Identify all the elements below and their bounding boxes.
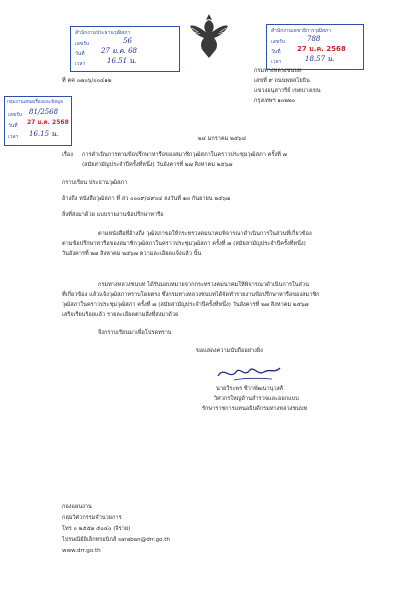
- closing-request: จึงกราบเรียนมาเพื่อโปรดทราบ: [98, 330, 172, 336]
- stamp-time: 16.15 น.: [29, 130, 59, 138]
- stamp-recv-label: เลขรับ: [8, 112, 23, 118]
- paragraph-line: วุฒิสภาในคราวประชุมวุฒิสภา ครั้งที่ ๗ (สมัยสามัญประจำปีครั้งที่หนึ่ง) วันอังคารที่ ๒๗ สิงหาคม ๒๕๖๗: [62, 302, 309, 308]
- stamp-date-label: วันที่: [8, 123, 18, 129]
- signer-name: นายวีระพร ชีวาพัฒนานุวงศ์: [216, 386, 283, 392]
- paragraph-line: ที่เกี่ยวข้อง แล้วแจ้งวุฒิสภาทราบโดยตรง ซึ่งกรมทางหลวงชนบทได้จัดทำรายงานข้อปรึกษาหารือของสมาชิก: [62, 292, 320, 298]
- stamp-recv-label: เลขรับ: [75, 41, 90, 47]
- paragraph-line: วันอังคารที่ ๒๗ สิงหาคม ๒๕๖๗ ความละเอียดแจ้งแล้ว นั้น: [62, 251, 202, 257]
- footer-phone: โทร ๐ ๒๕๕๑ ๕๐๔๐ (จิราย): [62, 526, 131, 532]
- stamp-time: 16.51 น.: [107, 57, 137, 65]
- paragraph-line: กรมทางหลวงชนบท ได้รับมอบหมายจากกระทรวงคมนาคมให้พิจารณาดำเนินการในส่วน: [98, 282, 309, 288]
- closing: ขอแสดงความนับถืออย่างยิ่ง: [196, 348, 263, 354]
- address-line: เลขที่ ๙ ถนนพหลโยธิน: [254, 78, 310, 84]
- footer-contact: [62, 502, 170, 557]
- signer-title: วิศวกรใหญ่ด้านสำรวจและออกแบบ: [214, 396, 299, 402]
- body-paragraph-1: [62, 229, 312, 259]
- stamp-recv-label: เลขรับ: [271, 39, 286, 45]
- receiving-stamp-president-office: [70, 26, 180, 72]
- reference: อ้างถึง หนังสือวุฒิสภา ที่ สว ๐๐๐๙/๔๙๐๔ ลงวันที่ ๑๓ กันยายน ๒๕๖๗: [62, 196, 231, 202]
- footer-dept: กองแผนงาน: [62, 504, 92, 510]
- stamp-date-label: วันที่: [75, 51, 85, 57]
- address-line: แขวงอนุสาวรีย์ เขตบางเขน: [254, 88, 321, 94]
- address-line: กรุงเทพฯ ๑๐๒๒๐: [254, 98, 296, 104]
- stamp-date-label: วันที่: [271, 49, 281, 55]
- paragraph-line: ตามข้อปรึกษาหารือของสมาชิกวุฒิสภาในคราวประชุมวุฒิสภา ครั้งที่ ๗ (สมัยสามัญประจำปีครั้งที่หนึ่ง): [62, 241, 306, 247]
- stamp-time-label: เวลา: [75, 61, 86, 67]
- salutation: กราบเรียน ประธานวุฒิสภา: [62, 180, 128, 186]
- stamp-time-label: เวลา: [271, 59, 282, 65]
- stamp-recv-no: 788: [307, 35, 321, 43]
- enclosure: สิ่งที่ส่งมาด้วย แบบรายงานข้อปรึกษาหารือ: [62, 212, 164, 218]
- body-paragraph-2: [62, 280, 320, 320]
- footer-division: กลุ่มวิศวกรรมจำนวยการ: [62, 515, 122, 521]
- receiving-stamp-section: [4, 96, 72, 146]
- stamp-office: สำนักงานประธานวุฒิสภา: [75, 30, 131, 36]
- footer-email: ไปรษณีย์อิเล็กทรอนิกส์ saraban@drr.go.th: [62, 537, 170, 543]
- stamp-date: 27 ม.ค. 2568: [297, 45, 346, 53]
- signature-icon: [214, 362, 284, 384]
- stamp-office: สำนักงานเลขาธิการวุฒิสภา: [271, 28, 332, 34]
- paragraph-line: เสร็จเรียบร้อยแล้ว รายละเอียดตามสิ่งที่ส่งมาด้วย: [62, 312, 179, 318]
- stamp-office: กลุ่มงานเสนอเรื่องและข้อมูล: [7, 100, 63, 105]
- stamp-recv-no: 56: [123, 37, 132, 45]
- stamp-time: 18.57 น.: [305, 55, 335, 63]
- stamp-recv-no: 81/2568: [29, 108, 59, 116]
- stamp-time-label: เวลา: [8, 134, 19, 140]
- stamp-date: 27 ม.ค. 68: [101, 47, 138, 55]
- document-number: ที่ คค ๐๗๐๖/๐๐๔๑๒: [62, 78, 112, 84]
- address-line: กรมทางหลวงชนบท: [254, 68, 302, 74]
- paragraph-line: ตามหนังสือที่อ้างถึง วุฒิสภาขอให้กระทรวงคมนาคมพิจารณาดำเนินการในส่วนที่เกี่ยวข้อง: [98, 231, 312, 237]
- receiving-stamp-secretariat: [266, 24, 364, 70]
- garuda-emblem-icon: [188, 12, 230, 60]
- stamp-date: 27 ม.ค. 2568: [27, 119, 69, 126]
- document-date: ๒๔ มกราคม ๒๕๖๘: [198, 136, 246, 142]
- subject-line: การดำเนินการตามข้อปรึกษาหารือของสมาชิกวุฒิสภาในคราวประชุมวุฒิสภา ครั้งที่ ๗: [82, 152, 287, 158]
- subject-line: (สมัยสามัญประจำปีครั้งที่หนึ่ง) วันอังคารที่ ๒๗ สิงหาคม ๒๕๖๗: [82, 162, 233, 168]
- footer-website: www.drr.go.th: [62, 548, 101, 554]
- subject-label: เรื่อง: [62, 152, 74, 158]
- sender-address: [254, 66, 321, 106]
- signer-title: รักษาราชการแทนอธิบดีกรมทางหลวงชนบท: [202, 406, 308, 412]
